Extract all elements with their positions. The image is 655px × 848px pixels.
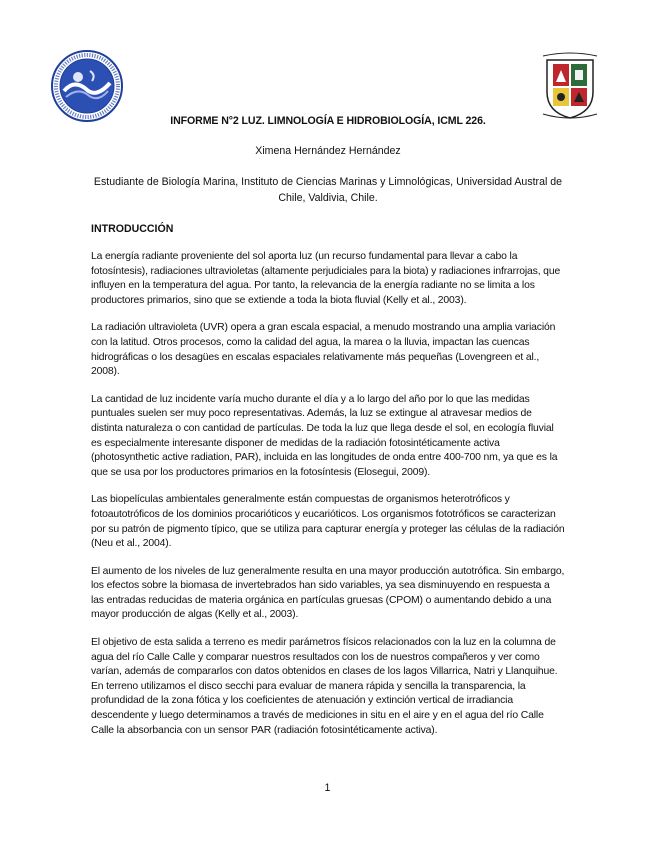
page-number: 1 <box>324 782 331 794</box>
author-name: Ximena Hernández Hernández <box>255 145 401 157</box>
paragraph: Las biopelículas ambientales generalmente están compuestas de organismos heterotróficos y fotoautotróficos de los dominios procarióticos y eucarióticos. Los organismos fototróficos se caracterizan por su patrón de pigmento típico, que se utiliza para capturar energía y proteger las células de la radiación (Neu et al., 2004). <box>91 494 565 550</box>
instituto-ciencias-marinas-logo <box>50 49 124 123</box>
paragraph: La energía radiante proveniente del sol aporta luz (un recurso fundamental para llevar a cabo la fotosíntesis), radiaciones ultravioletas (altamente perjudiciales para la biota) y radiaciones infrarrojas, que influyen en la temperatura del agua. Por tanto, la relevancia de la energía radiante no se limita a los productores primarios, sino que se extiende a toda la biota fluvial (Kelly et al., 2003). <box>91 251 561 306</box>
section-heading: INTRODUCCIÓN <box>91 223 174 235</box>
document-body <box>91 114 565 751</box>
paragraph: El aumento de los niveles de luz generalmente resulta en una mayor producción autotrófica. Sin embargo, los efectos sobre la biomasa de invertebrados han sido variables, ya sea disminuyendo en respuesta a las entradas reducidas de materia orgánica en partículas gruesas (CPOM) o aumentando debido a una mayor producción de algas (Kelly et al., 2003). <box>91 565 565 621</box>
universidad-austral-crest <box>541 52 599 120</box>
author-affiliation: Estudiante de Biología Marina, Instituto de Ciencias Marinas y Limnológicas, Universidad Austral de Chile, Valdivia, Chile. <box>93 176 563 204</box>
paragraph: La radiación ultravioleta (UVR) opera a gran escala espacial, a menudo mostrando una amplia variación con la latitud. Otros procesos, como la calidad del agua, la marea o la lluvia, impactan las cuencas hidrográficas o los desagües en escalas espaciales relativamente más pequeñas (Lovengreen et al., 2008). <box>91 322 556 378</box>
paragraph: El objetivo de esta salida a terreno es medir parámetros físicos relacionados con la luz en la columna de agua del río Calle Calle y comparar nuestros resultados con los de nuestros compañeros y ver como varían, además de compararlos con datos obtenidos en clases de los lagos Villarrica, Natri y Llanquihue. En terreno utilizamos el disco secchi para evaluar de manera rápida y sencilla la transparencia, la profundidad de la zona fótica y los coeficientes de atenuación y extinción vertical de irradiancia descendente y luego determinamos a través de mediciones in situ en el aire y en el agua del río Calle Calle la absorbancia con un sensor PAR (radiación fotosintéticamente activa). <box>91 637 558 736</box>
document-title: INFORME N°2 LUZ. LIMNOLOGÍA E HIDROBIOLOGÍA, ICML 226. <box>170 115 486 127</box>
paragraph: La cantidad de luz incidente varía mucho durante el día y a lo largo del año por lo que las medidas puntuales suelen ser muy poco representativas. Además, la luz se extingue al atravesar medios de distinta naturaleza o con cantidad de partículas. De toda la luz que llega desde el sol, en ecología fluvial es especialmente interesante disponer de medidas de la radiación fotosintéticamente activa (photosynthetic active radiation, PAR), incluida en las longitudes de onda entre 400-700 nm, ya que es la que se usa por los productores primarios en la fotosíntesis (Elosegui, 2009). <box>91 393 558 478</box>
